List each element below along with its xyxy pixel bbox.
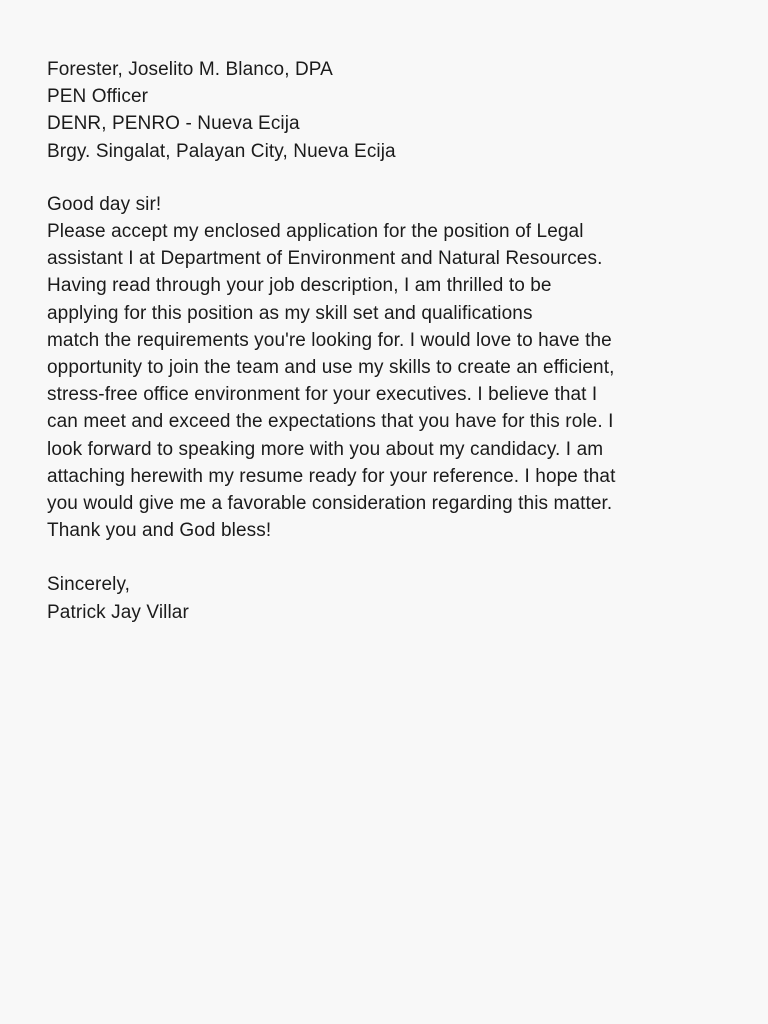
body-line: applying for this position as my skill set and qualifications bbox=[47, 302, 533, 324]
recipient-office: DENR, PENRO - Nueva Ecija bbox=[47, 113, 300, 135]
section-spacer bbox=[47, 165, 737, 191]
greeting: Good day sir! bbox=[47, 193, 162, 215]
body-line: can meet and exceed the expectations that you have for this role. I bbox=[47, 411, 614, 433]
recipient-name: Forester, Joselito M. Blanco, DPA bbox=[47, 59, 333, 80]
body-line: stress-free office environment for your executives. I believe that I bbox=[47, 384, 598, 406]
body-line: Having read through your job description, I am thrilled to be bbox=[47, 275, 552, 297]
cover-letter bbox=[47, 56, 737, 626]
body-line: you would give me a favorable consideration regarding this matter. bbox=[47, 493, 613, 515]
recipient-title: PEN Officer bbox=[47, 86, 149, 108]
valediction: Sincerely, bbox=[47, 574, 131, 596]
recipient-address: Brgy. Singalat, Palayan City, Nueva Ecija bbox=[47, 140, 396, 162]
signatory-name: Patrick Jay Villar bbox=[47, 601, 189, 623]
section-spacer bbox=[47, 544, 737, 571]
body-line: assistant I at Department of Environment and Natural Resources. bbox=[47, 248, 603, 270]
recipient-block bbox=[47, 56, 737, 165]
body-line: attaching herewith my resume ready for your reference. I hope that bbox=[47, 465, 616, 487]
body-line: look forward to speaking more with you about my candidacy. I am bbox=[47, 438, 604, 460]
letter-body bbox=[47, 191, 737, 545]
body-line: Please accept my enclosed application for the position of Legal bbox=[47, 221, 584, 243]
body-line: opportunity to join the team and use my skills to create an efficient, bbox=[47, 357, 615, 379]
closing-block bbox=[47, 571, 737, 625]
body-line: Thank you and God bless! bbox=[47, 520, 272, 542]
body-line: match the requirements you're looking for. I would love to have the bbox=[47, 329, 612, 351]
